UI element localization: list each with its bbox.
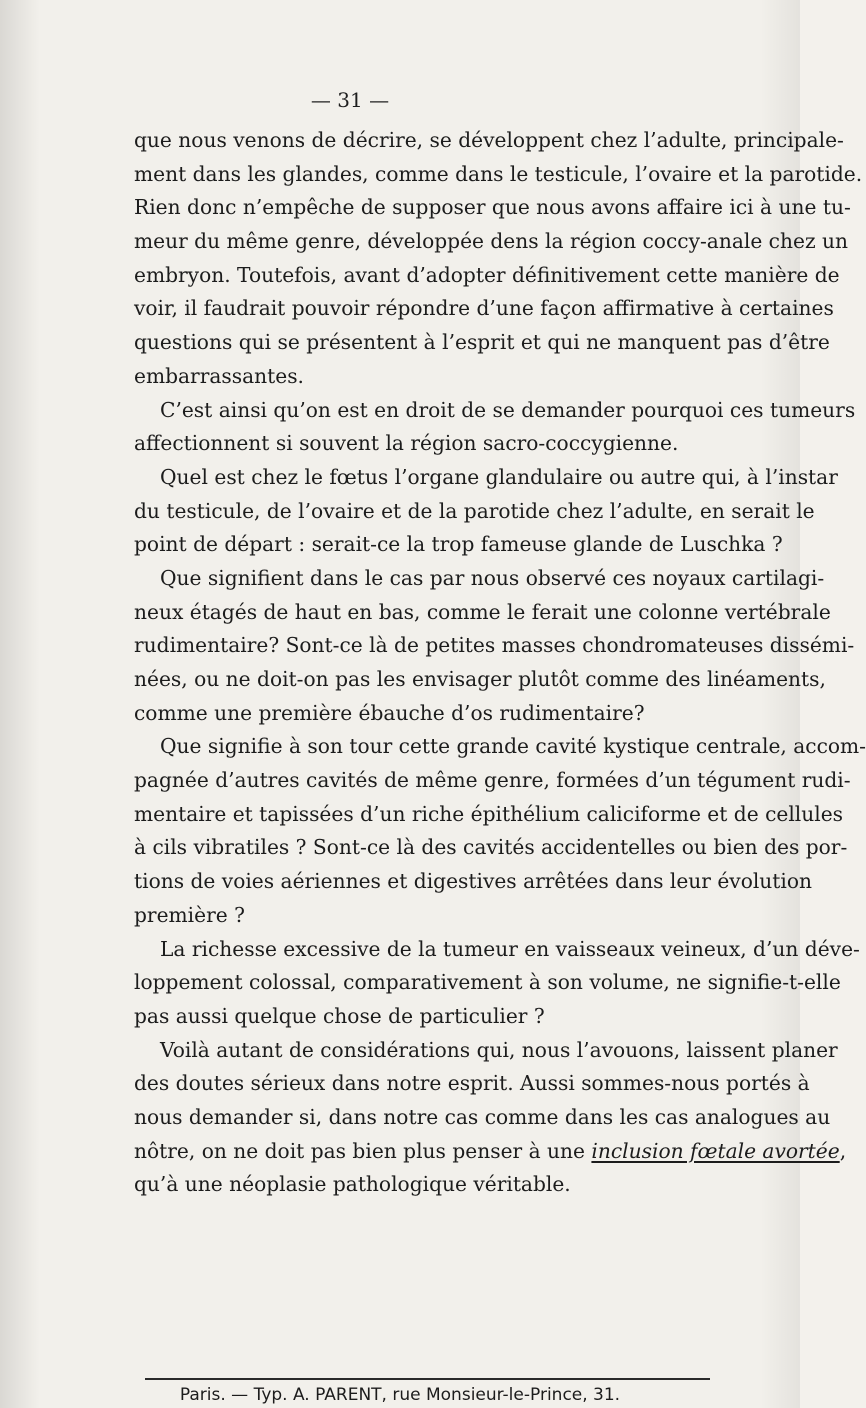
text-line: nées, ou ne doit-on pas les envisager plutôt comme des linéaments, bbox=[134, 667, 826, 691]
text-line: tions de voies aériennes et digestives arrêtées dans leur évolution bbox=[134, 869, 813, 894]
printer-imprint: Paris. — Typ. A. PARENT, rue Monsieur-le-Prince, 31. bbox=[179, 1385, 621, 1405]
text-line: que nous venons de décrire, se développent chez l’adulte, principale- bbox=[134, 128, 844, 152]
text-line: du testicule, de l’ovaire et de la parotide chez l’adulte, en serait le bbox=[134, 498, 815, 523]
text-line: embryon. Toutefois, avant d’adopter définitivement cette manière de bbox=[134, 262, 840, 287]
text-line: mentaire et tapissées d’un riche épithélium caliciforme et de cellules bbox=[134, 801, 843, 826]
text-line: embarrassantes. bbox=[134, 363, 304, 388]
body-text bbox=[134, 124, 866, 1202]
text-line: à cils vibratiles ? Sont-ce là des cavités accidentelles ou bien des por- bbox=[134, 835, 848, 860]
punctuation: , bbox=[839, 1138, 847, 1163]
text-line: La richesse excessive de la tumeur en vaisseaux veineux, d’un déve- bbox=[160, 936, 860, 961]
text-line: ment dans les glandes, comme dans le testicule, l’ovaire et la parotide. bbox=[134, 161, 863, 186]
text-line: voir, il faudrait pouvoir répondre d’une façon affirmative à certaines bbox=[134, 296, 834, 321]
text-line: Que signifie à son tour cette grande cavité kystique centrale, accom- bbox=[160, 734, 866, 759]
text-line: meur du même genre, développée dens la région coccy-anale chez un bbox=[134, 229, 848, 254]
text-line: pas aussi quelque chose de particulier ? bbox=[134, 1003, 545, 1028]
text-line: des doutes sérieux dans notre esprit. Aussi sommes-nous portés à bbox=[134, 1071, 810, 1096]
text-line: C’est ainsi qu’on est en droit de se demander pourquoi ces tumeurs bbox=[160, 397, 856, 422]
text-line: Que signifient dans le cas par nous observé ces noyaux cartilagi- bbox=[160, 565, 825, 590]
text-line: qu’à une néoplasie pathologique véritable. bbox=[134, 1172, 571, 1197]
text-line: questions qui se présentent à l’esprit et qui ne manquent pas d’être bbox=[134, 330, 830, 355]
text-line: rudimentaire? Sont-ce là de petites masses chondromateuses dissémi- bbox=[134, 633, 855, 658]
text-line: Rien donc n’empêche de supposer que nous avons affaire ici à une tu- bbox=[134, 195, 851, 220]
text-line: Quel est chez le fœtus l’organe glandulaire ou autre qui, à l’instar bbox=[160, 464, 838, 489]
text-line: nous demander si, dans notre cas comme dans les cas analogues au bbox=[134, 1104, 831, 1129]
emphasized-phrase: inclusion fœtale avortée bbox=[591, 1138, 840, 1163]
text-line: pagnée d’autres cavités de même genre, formées d’un tégument rudi- bbox=[134, 768, 851, 793]
text-line: point de départ : serait-ce la trop fameuse glande de Luschka ? bbox=[134, 532, 783, 557]
page-number: — 31 — bbox=[310, 88, 390, 112]
text-line: comme une première ébauche d’os rudimentaire? bbox=[134, 700, 645, 725]
text-line: première ? bbox=[134, 902, 245, 927]
text-line: affectionnent si souvent la région sacro-coccygienne. bbox=[134, 431, 679, 456]
footer-rule bbox=[145, 1378, 710, 1380]
text-line-content: nôtre, on ne doit pas bien plus penser à une bbox=[134, 1138, 585, 1163]
text-line: Voilà autant de considérations qui, nous l’avouons, laissent planer bbox=[160, 1037, 838, 1062]
text-line bbox=[134, 1135, 847, 1169]
text-line: loppement colossal, comparativement à son volume, ne signifie-t-elle bbox=[134, 970, 841, 995]
text-line: neux étagés de haut en bas, comme le ferait une colonne vertébrale bbox=[134, 599, 831, 624]
